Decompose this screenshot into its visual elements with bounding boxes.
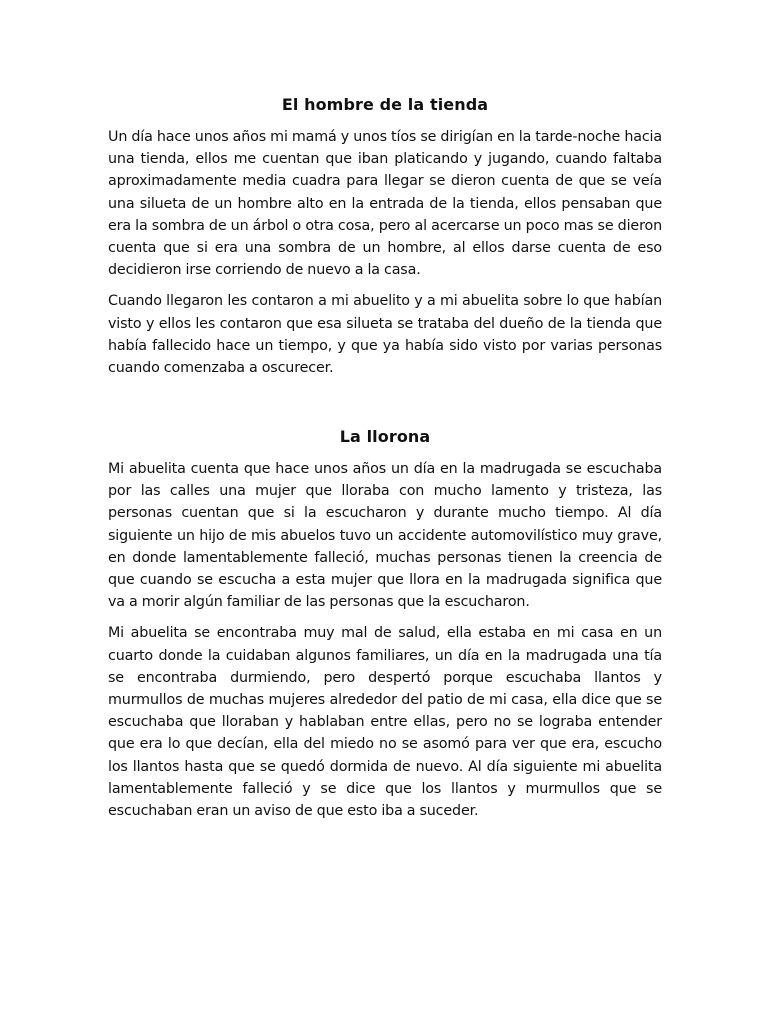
story-el-hombre-de-la-tienda bbox=[108, 92, 662, 388]
story-title: La llorona bbox=[339, 427, 431, 446]
story-paragraph: Un día hace unos años mi mamá y unos tíos se dirigían en la tarde-noche hacia una tienda, ellos me cuentan que iban platicando y jugando, cuando faltaba aproximadamente media cuadra para llegar se dieron cuenta de que se veía una silueta de un hombre alto en la entrada de la tienda, ellos pensaban que era la sombra de un árbol o otra cosa, pero al acercarse un poco mas se dieron cuenta que si era una sombra de un hombre, al ellos darse cuenta de eso decidieron irse corriendo de nuevo a la casa. bbox=[108, 129, 662, 279]
story-paragraph: Mi abuelita se encontraba muy mal de salud, ella estaba en mi casa en un cuarto donde la cuidaban algunos familiares, un día en la madrugada una tía se encontraba durmiendo, pero despertó porque escuchaba llantos y murmullos de muchas mujeres alrededor del patio de mi casa, ella dice que se escuchaba que lloraban y hablaban entre ellas, pero no se lograba entender que era lo que decían, ella del miedo no se asomó para ver que era, escucho los llantos hasta que se quedó dormida de nuevo. Al día siguiente mi abuelita lamentablemente falleció y se dice que los llantos y murmullos que se escuchaban eran un aviso de que esto iba a suceder. bbox=[108, 625, 662, 820]
story-title: El hombre de la tienda bbox=[281, 95, 489, 114]
story-paragraph: Cuando llegaron les contaron a mi abuelito y a mi abuelita sobre lo que habían visto y ellos les contaron que esa silueta se trataba del dueño de la tienda que había fallecido hace un tiempo, y que ya había sido visto por varias personas cuando comenzaba a oscurecer. bbox=[108, 293, 662, 377]
story-la-llorona bbox=[108, 424, 662, 831]
story-paragraph: Mi abuelita cuenta que hace unos años un día en la madrugada se escuchaba por las calles una mujer que lloraba con mucho lamento y tristeza, las personas cuentan que si la escucharon y durante mucho tiempo. Al día siguiente un hijo de mis abuelos tuvo un accidente automovilístico muy grave, en donde lamentablemente falleció, muchas personas tienen la creencia de que cuando se escucha a esta mujer que llora en la madrugada significa que va a morir algún familiar de las personas que la escucharon. bbox=[108, 461, 662, 611]
